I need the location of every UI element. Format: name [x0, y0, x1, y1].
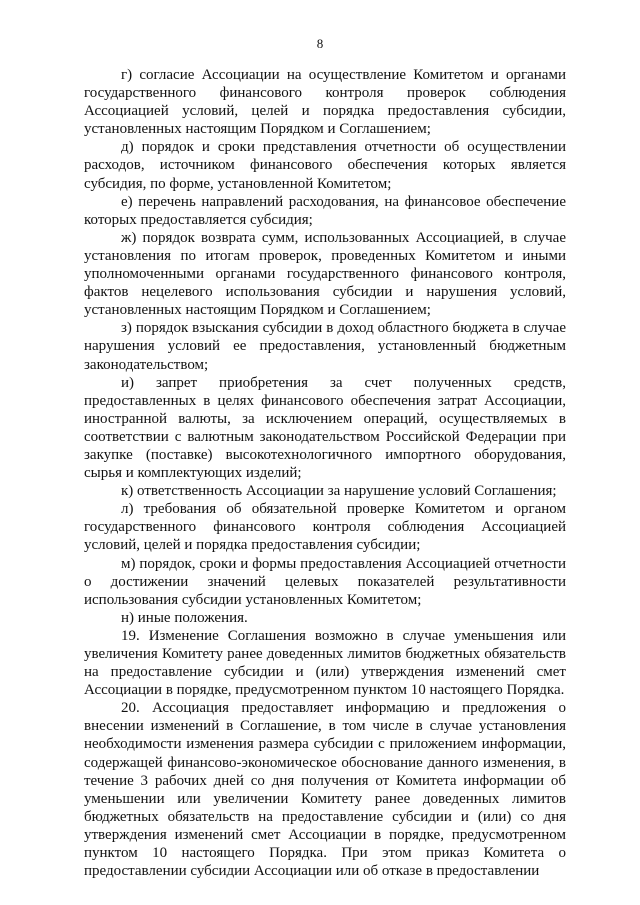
paragraph-item-g: г) согласие Ассоциации на осуществление Комитетом и органами государственного финансового контроля проверок соблюдения Ассоциацией условий, целей и порядка предоставления субсидии, установленных настоящим Порядком и Соглашением; — [84, 67, 566, 138]
paragraph-item-z: з) порядок взыскания субсидии в доход областного бюджета в случае нарушения условий ее предоставления, установленный бюджетным законодательством; — [84, 320, 566, 373]
paragraph-clause-20: 20. Ассоциация предоставляет информацию и предложения о внесении изменений в Соглашение, в том числе в случае установления необходимости изменения размера субсидии с приложением информации, содержащей финансово-экономическое обоснование данного изменения, в течение 3 рабочих дней со дня получения от Комитета информации об уменьшении или увеличении Комитету ранее доведенных лимитов бюджетных обязательств на предоставление субсидии и (или) со дня утверждения изменений смет Ассоциации в порядке, предусмотренном пунктом 10 настоящего Порядка. При этом приказ Комитета о предоставлении субсидии Ассоциации или об отказе в предоставлении — [84, 700, 566, 880]
paragraph-item-e: е) перечень направлений расходования, на финансовое обеспечение которых предоставляется субсидия; — [84, 193, 566, 228]
paragraph-item-n: н) иные положения. — [121, 609, 248, 626]
page-number: 8 — [316, 36, 324, 51]
paragraph-item-l: л) требования об обязательной проверке Комитетом и органом государственного финансового контроля соблюдения Ассоциацией условий, целей и порядка предоставления субсидии; — [84, 501, 566, 554]
paragraph-item-m: м) порядок, сроки и формы предоставления Ассоциацией отчетности о достижении значений целевых показателей результативности использования субсидии установленных Комитетом; — [84, 555, 566, 608]
paragraph-clause-19: 19. Изменение Соглашения возможно в случае уменьшения или увеличения Комитету ранее доведенных лимитов бюджетных обязательств на предоставление субсидии и (или) утверждения изменений смет Ассоциации в порядке, предусмотренном пунктом 10 настоящего Порядка. — [84, 627, 566, 699]
paragraph-item-k: к) ответственность Ассоциации за нарушение условий Соглашения; — [121, 483, 557, 500]
paragraph-item-zh: ж) порядок возврата сумм, использованных Ассоциацией, в случае установления по итогам проверок, проведенных Комитетом и иными уполномоченными органами государственного финансового контроля, фактов нецелевого использования субсидии и нарушения условий, установленных настоящим Порядком и Соглашением; — [84, 229, 566, 319]
paragraph-item-d: д) порядок и сроки представления отчетности об осуществлении расходов, источником финансового обеспечения которых является субсидия, по форме, установленной Комитетом; — [84, 139, 566, 192]
paragraph-item-i: и) запрет приобретения за счет полученных средств, предоставленных в целях финансового обеспечения затрат Ассоциации, иностранной валюты, за исключением операций, осуществляемых в соответствии с валютным законодательством Российской Федерации при закупке (поставке) высокотехнологичного импортного оборудования, сырья и комплектующих изделий; — [84, 374, 566, 482]
document-body — [84, 66, 566, 880]
